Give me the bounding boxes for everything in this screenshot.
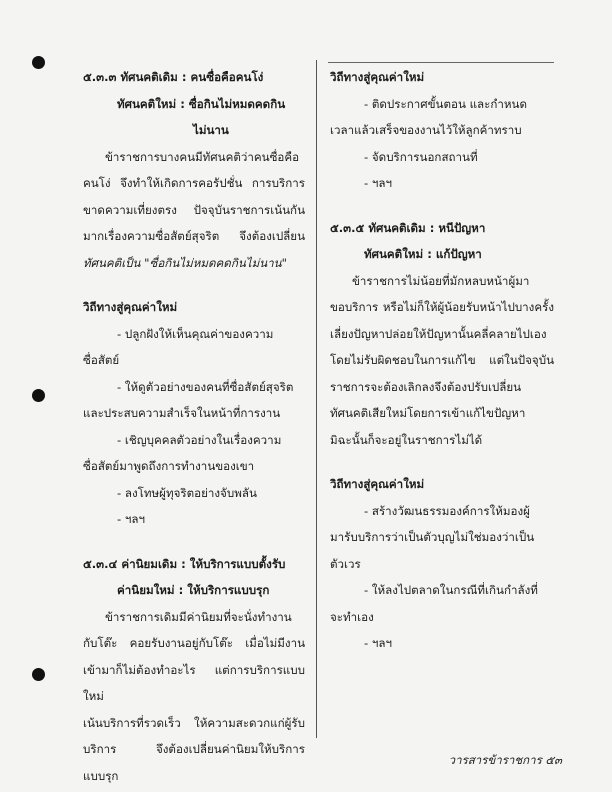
text-line: - ฯลฯ <box>117 512 145 526</box>
text-line: ๕.๓.๕ ทัศนคติเดิม : หนีปัญหา <box>330 220 486 235</box>
text-line: ไม่นาน <box>193 123 229 137</box>
text-line: - ให้ดูตัวอย่างของคนที่ซื่อสัตย์สุจริต <box>117 379 294 394</box>
text-line: ๕.๓.๔ ค่านิยมเดิม : ให้บริการแบบตั้งรับ <box>83 556 286 571</box>
text-line: ข้าราชการไม่น้อยที่มักหลบหน้าผู้มา <box>352 273 530 288</box>
spacer <box>330 453 554 471</box>
text-line: ข้าราชการเดิมมีค่านิยมที่จะนั่งทำงาน <box>105 609 292 624</box>
text-line: ทัศนคติใหม่ : ซื่อกินไม่หมดคดกิน <box>117 96 286 111</box>
text-line: ข้าราชการบางคนมีทัศนคติว่าคนซื่อคือ <box>105 149 300 164</box>
page-footer: วารสารข้าราชการ ๕๓ <box>448 753 562 767</box>
text-line: วิถีทางสู่คุณค่าใหม่ <box>83 300 178 314</box>
text-line: เข้ามาก็ไม่ต้องทำอะไร แต่การบริการแบบใหม่ <box>83 662 305 703</box>
text-line: เลี่ยงปัญหาปล่อยให้ปัญหานั้นคลี่คลายไปเอง <box>330 326 547 341</box>
text-line: มิฉะนั้นก็จะอยู่ในราชการไม่ได้ <box>330 432 483 447</box>
spacer <box>83 276 305 294</box>
text-line: แบบรุก <box>83 768 119 783</box>
text-line: - ให้ลงไปตลาดในกรณีที่เกินกำลังที่ <box>364 583 538 597</box>
binder-hole <box>32 668 45 681</box>
left-column <box>83 64 305 789</box>
text-line: ซื่อสัตย์ <box>83 353 120 367</box>
text-line: จะทำเอง <box>330 609 374 624</box>
text-line: ซื่อสัตย์มาพูดถึงการทำงานของเขา <box>83 459 255 473</box>
spacer <box>330 197 554 215</box>
text-line: - เชิญบุคคลตัวอย่างในเรื่องความ <box>117 432 282 447</box>
text-line: - ฯลฯ <box>364 176 392 190</box>
text-line: ค่านิยมใหม่ : ให้บริการแบบรุก <box>117 583 270 597</box>
column-divider <box>316 60 317 738</box>
text-line: มารับบริการว่าเป็นตัวบุญไม่ใช่มองว่าเป็น <box>330 530 535 544</box>
text-line: บริการ จึงต้องเปลี่ยนค่านิยมให้บริการ <box>83 742 305 756</box>
text-line: - ลงโทษผู้ทุจริตอย่างจับพลัน <box>117 485 257 500</box>
text-line: ๕.๓.๓ ทัศนคติเดิม : คนซื่อคือคนโง่ <box>83 70 264 84</box>
text-line: ตัวเวร <box>330 556 361 571</box>
right-column <box>330 64 554 657</box>
text-line: โดยไม่รับผิดชอบในการแก้ไข แต่ในปัจจุบัน <box>330 353 554 367</box>
text-line: ทัศนคติใหม่ : แก้ปัญหา <box>364 247 482 261</box>
text-line: - จัดบริการนอกสถานที่ <box>364 149 478 164</box>
text-line: เน้นบริการที่รวดเร็ว ให้ความสะดวกแก่ผู้รับ <box>83 715 305 730</box>
text-line: - ปลูกฝังให้เห็นคุณค่าของความ <box>117 326 274 341</box>
text-line: - ฯลฯ <box>364 636 392 650</box>
text-line: มากเรื่องความซื่อสัตย์สุจริต จึงต้องเปลี่ยน <box>83 229 305 243</box>
text-line: ทัศนคติเสียใหม่โดยการเข้าแก้ไขปัญหา <box>330 406 526 420</box>
text-line: วิถีทางสู่คุณค่าใหม่ <box>330 70 425 84</box>
spacer <box>83 533 305 551</box>
text-line: กับโต๊ะ คอยรับงานอยู่กับโต๊ะ เมื่อไม่มีงาน <box>83 636 305 650</box>
text-line: ขาดความเที่ยงตรง ปัจจุบันราชการเน้นกัน <box>83 202 305 217</box>
text-line: ทัศนคติเป็น "ซื่อกินไม่หมดคดกินไม่นาน" <box>83 255 287 270</box>
text-line: เวลาแล้วเสร็จของงานไว้ให้ลูกค้าทราบ <box>330 123 522 137</box>
text-line: - สร้างวัฒนธรรมองค์การให้มองผู้ <box>364 503 530 518</box>
text-line: วิถีทางสู่คุณค่าใหม่ <box>330 477 425 491</box>
text-line: คนโง่ จึงทำให้เกิดการคอรัปชั่น การบริการ <box>83 176 305 190</box>
binder-hole <box>32 56 45 69</box>
text-line: - ติดประกาศขั้นตอน และกำหนด <box>364 96 528 111</box>
binder-hole <box>32 389 45 402</box>
text-line: ราชการจะต้องเลิกลงจึงต้องปรับเปลี่ยน <box>330 379 522 394</box>
header-rule <box>328 62 554 63</box>
text-line: ขอบริการ หรือไม่ก็ให้ผู้น้อยรับหน้าไปบางครั้ง <box>330 300 554 314</box>
text-line: และประสบความสำเร็จในหน้าที่การงาน <box>83 406 281 420</box>
